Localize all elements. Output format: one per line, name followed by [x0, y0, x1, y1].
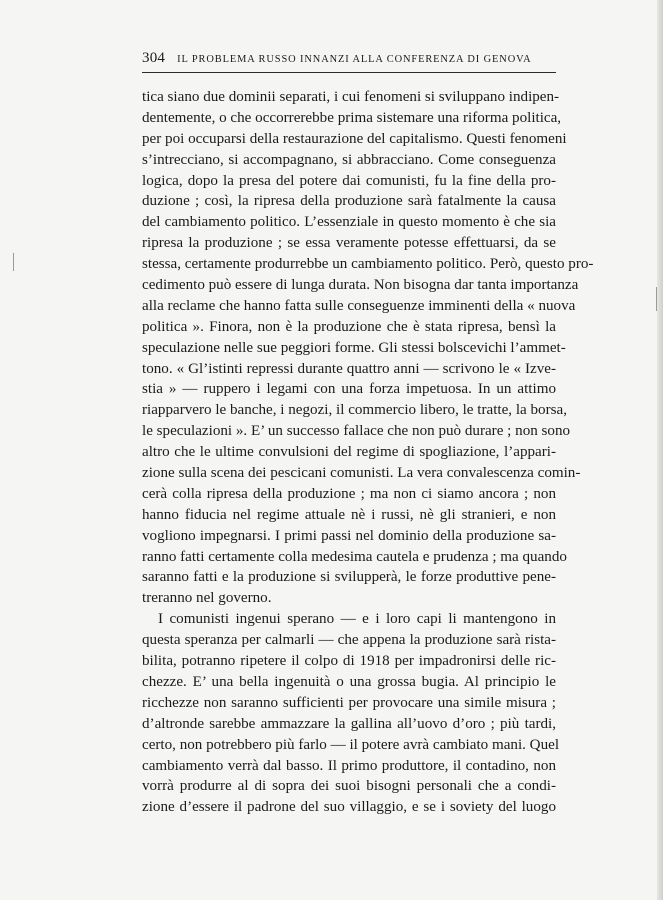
text-line: saranno fatti e la produzione si svilupperà, le forze produttive pene-: [142, 569, 556, 586]
text-line: zione d’essere il padrone del suo villaggio, e se i soviety del luogo: [142, 799, 556, 816]
text-line: tica siano due dominii separati, i cui fenomeni si sviluppano indipen-: [142, 89, 560, 105]
text-line: questa speranza per calmarli — che appena la produzione sarà rista-: [142, 632, 556, 649]
text-line: duzione ; così, la ripresa della produzione sarà fatalmente la causa: [142, 193, 556, 210]
text-line: del cambiamento politico. L’essenziale in questo momento è che sia: [142, 214, 556, 231]
text-line: alla reclame che hanno fatta sulle conseguenze imminenti della « nuova: [142, 297, 576, 314]
text-line: per poi occuparsi della restaurazione del capitalismo. Questi fenomeni: [142, 130, 567, 147]
text-line: cerà colla ripresa della produzione ; ma non ci siamo ancora ; non: [142, 485, 556, 502]
body-text: [142, 87, 594, 818]
text-line: stessa, certamente produrrebbe un cambiamento politico. Però, questo pro-: [142, 256, 594, 273]
text-line: I comunisti ingenui sperano — e i loro capi li mantengono in: [158, 611, 556, 628]
text-line: certo, non potrebbero più farlo — il potere avrà cambiato mani. Quel: [142, 736, 560, 753]
text-line: vorrà produrre al di sopra dei suoi bisogni personali che a condi-: [142, 778, 556, 795]
text-line: le speculazioni ». E’ un successo fallace che non può durare ; non sono: [142, 423, 571, 440]
text-line: politica ». Finora, non è la produzione che è stata ripresa, bensì la: [142, 318, 556, 335]
text-line: chezze. E’ una bella ingenuità o una grossa bugia. Al principio le: [142, 673, 556, 690]
page-number: 304: [142, 50, 166, 66]
text-line: ricchezze non saranno sufficienti per provocare una simile misura ;: [142, 694, 556, 711]
text-line: s’intrecciano, si accompagnano, si abbracciano. Come conseguenza: [142, 151, 556, 168]
text-line: stia » — ruppero i legami con una forza impetuosa. In un attimo: [142, 381, 556, 398]
running-title: IL PROBLEMA RUSSO INNANZI ALLA CONFERENZA DI GENOVA: [177, 54, 532, 65]
margin-speck: [656, 287, 657, 311]
text-line: tono. « Gl’istinti repressi durante quattro anni — scrivono le « Izve-: [142, 360, 556, 377]
text-line: d’altronde sarebbe ammazzare la gallina all’uovo d’oro ; più tardi,: [142, 715, 556, 732]
text-line: dentemente, o che occorrerebbe prima sistemare una riforma politica,: [142, 109, 562, 126]
text-line: hanno fiducia nel regime attuale nè i russi, nè gli stranieri, e non: [142, 506, 556, 523]
page-edge-shadow: [657, 0, 663, 900]
text-line: vogliono impegnarsi. I primi passi nel dominio della produzione sa-: [142, 527, 556, 544]
text-line: ranno fatti certamente colla medesima cautela e prudenza ; ma quando: [142, 548, 567, 565]
running-header: [142, 50, 556, 68]
text-line: bilita, potranno ripetere il colpo di 1918 per impadronirsi delle ric-: [142, 653, 556, 670]
text-line: altro che le ultime convulsioni del regime di spogliazione, l’appari-: [142, 444, 556, 461]
text-line: cedimento può essere di lunga durata. Non bisogna dar tanta importanza: [142, 277, 579, 294]
text-line: treranno nel governo.: [142, 590, 272, 607]
text-line: logica, dopo la presa del potere dai comunisti, fu la fine della pro-: [142, 172, 556, 189]
text-line: ripresa la produzione ; se essa veramente potesse effettuarsi, da se: [142, 235, 556, 252]
text-line: riapparvero le banche, i negozi, il commercio libero, le tratte, la borsa,: [142, 402, 567, 419]
margin-speck: [13, 253, 14, 271]
text-line: cambiamento verrà dal basso. Il primo produttore, il contadino, non: [142, 757, 556, 774]
header-rule: [142, 72, 556, 73]
text-line: speculazione nelle sue peggiori forme. Gli stessi bolscevichi l’ammet-: [142, 339, 566, 356]
text-line: zione sulla scena dei pescicani comunisti. La vera convalescenza comin-: [142, 465, 581, 482]
